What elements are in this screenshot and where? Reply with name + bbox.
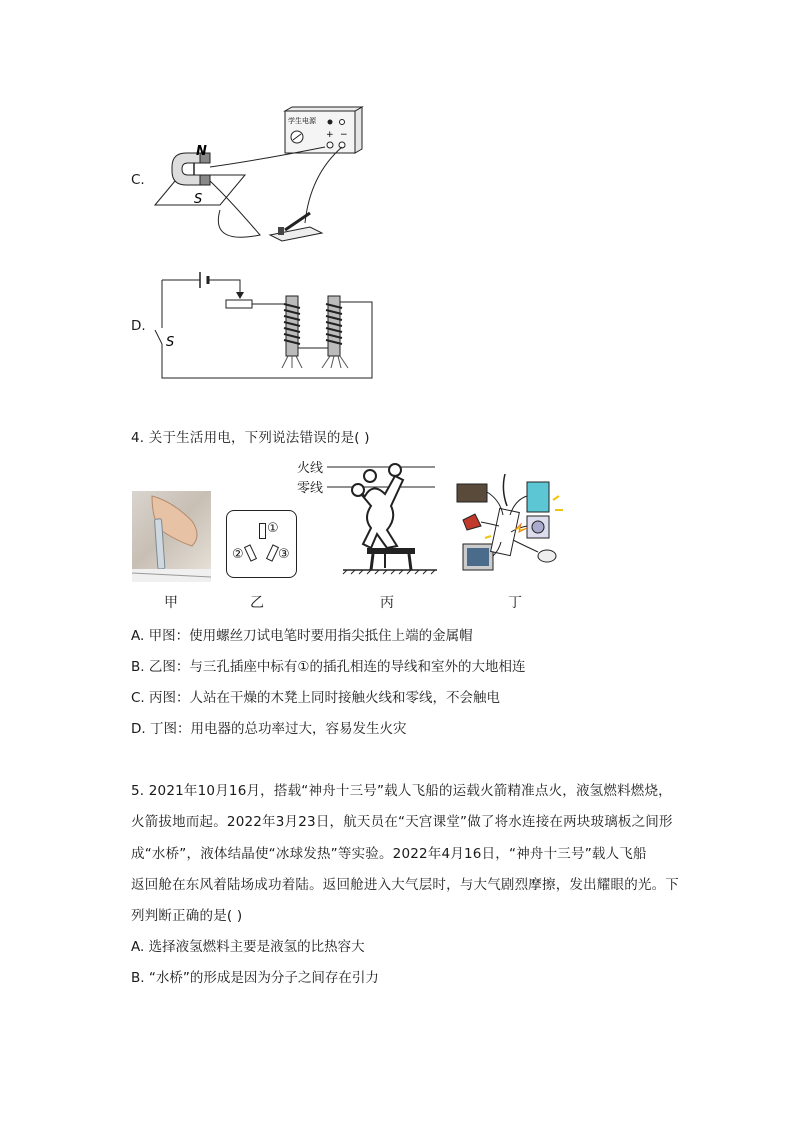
figure-overloaded-power-strip — [455, 470, 565, 580]
option-c-label: C. — [131, 172, 145, 188]
power-supply-box — [285, 107, 362, 153]
knife-switch — [270, 213, 322, 241]
question-5-line-3: 成“水桥”，液体结晶使“冰球发热”等实验。2022年4月16日，“神舟十三号”载人飞船 — [131, 846, 647, 862]
socket-hole-1-label: ① — [267, 521, 279, 536]
question-4-option-c: C. 丙图：人站在干燥的木凳上同时接触火线和零线，不会触电 — [131, 690, 501, 706]
svg-text:+: + — [326, 130, 334, 140]
question-4-stem: 4. 关于生活用电，下列说法错误的是( ) — [131, 430, 370, 446]
figure-d-electromagnet-circuit — [150, 262, 380, 387]
appliance-fridge — [527, 482, 549, 512]
question-4-option-b: B. 乙图：与三孔插座中标有①的插孔相连的导线和室外的大地相连 — [131, 659, 526, 675]
question-5-option-a: A. 选择液氢燃料主要是液氢的比热容大 — [131, 939, 365, 955]
question-5-line-5: 列判断正确的是( ) — [131, 908, 243, 924]
caption-bing: 丙 — [380, 595, 394, 611]
photo-test-pen — [132, 491, 211, 582]
three-hole-socket — [226, 510, 297, 578]
question-5-line-2: 火箭拔地而起。2022年3月23日，航天员在“天宫课堂”做了将水连接在两块玻璃板之间形 — [131, 814, 673, 830]
caption-jia: 甲 — [164, 595, 178, 611]
rheostat — [226, 300, 252, 308]
question-5-line-4: 返回舱在东风着陆场成功着陆。返回舱进入大气层时，与大气剧烈摩擦，发出耀眼的光。下 — [131, 877, 679, 893]
appliance-iron — [463, 514, 481, 530]
question-4-option-d: D. 丁图：用电器的总功率过大，容易发生火灾 — [131, 721, 407, 737]
caption-yi: 乙 — [250, 595, 264, 611]
switch-s-label: S — [166, 335, 175, 350]
magnet-north-label: N — [196, 144, 207, 159]
appliance-toaster — [457, 484, 487, 502]
figure-person-on-stool — [325, 458, 445, 580]
question-5-line-1: 5. 2021年10月16月，搭载“神舟十三号”载人飞船的运载火箭精准点火，液氢燃料燃烧， — [131, 783, 672, 799]
appliance-rice-cooker — [538, 550, 556, 562]
magnet-south-label: S — [194, 192, 203, 207]
socket-hole-2-label: ② — [232, 547, 244, 562]
svg-text:−: − — [340, 130, 348, 140]
right-electromagnet — [322, 296, 348, 368]
question-4-option-a: A. 甲图：使用螺丝刀试电笔时要用指尖抵住上端的金属帽 — [131, 628, 473, 644]
power-supply-label: 学生电源 — [288, 117, 316, 125]
option-d-label: D. — [131, 318, 146, 334]
socket-hole-3-label: ③ — [278, 547, 290, 562]
live-wire-label: 火线 — [297, 461, 324, 476]
figure-c-electromagnetic-circuit — [150, 105, 370, 250]
question-5-option-b: B. “水桥”的形成是因为分子之间存在引力 — [131, 970, 379, 986]
caption-ding: 丁 — [508, 595, 522, 611]
neutral-wire-label: 零线 — [297, 481, 324, 496]
switch-s — [155, 330, 162, 344]
left-electromagnet — [282, 296, 302, 368]
power-strip — [491, 508, 520, 555]
